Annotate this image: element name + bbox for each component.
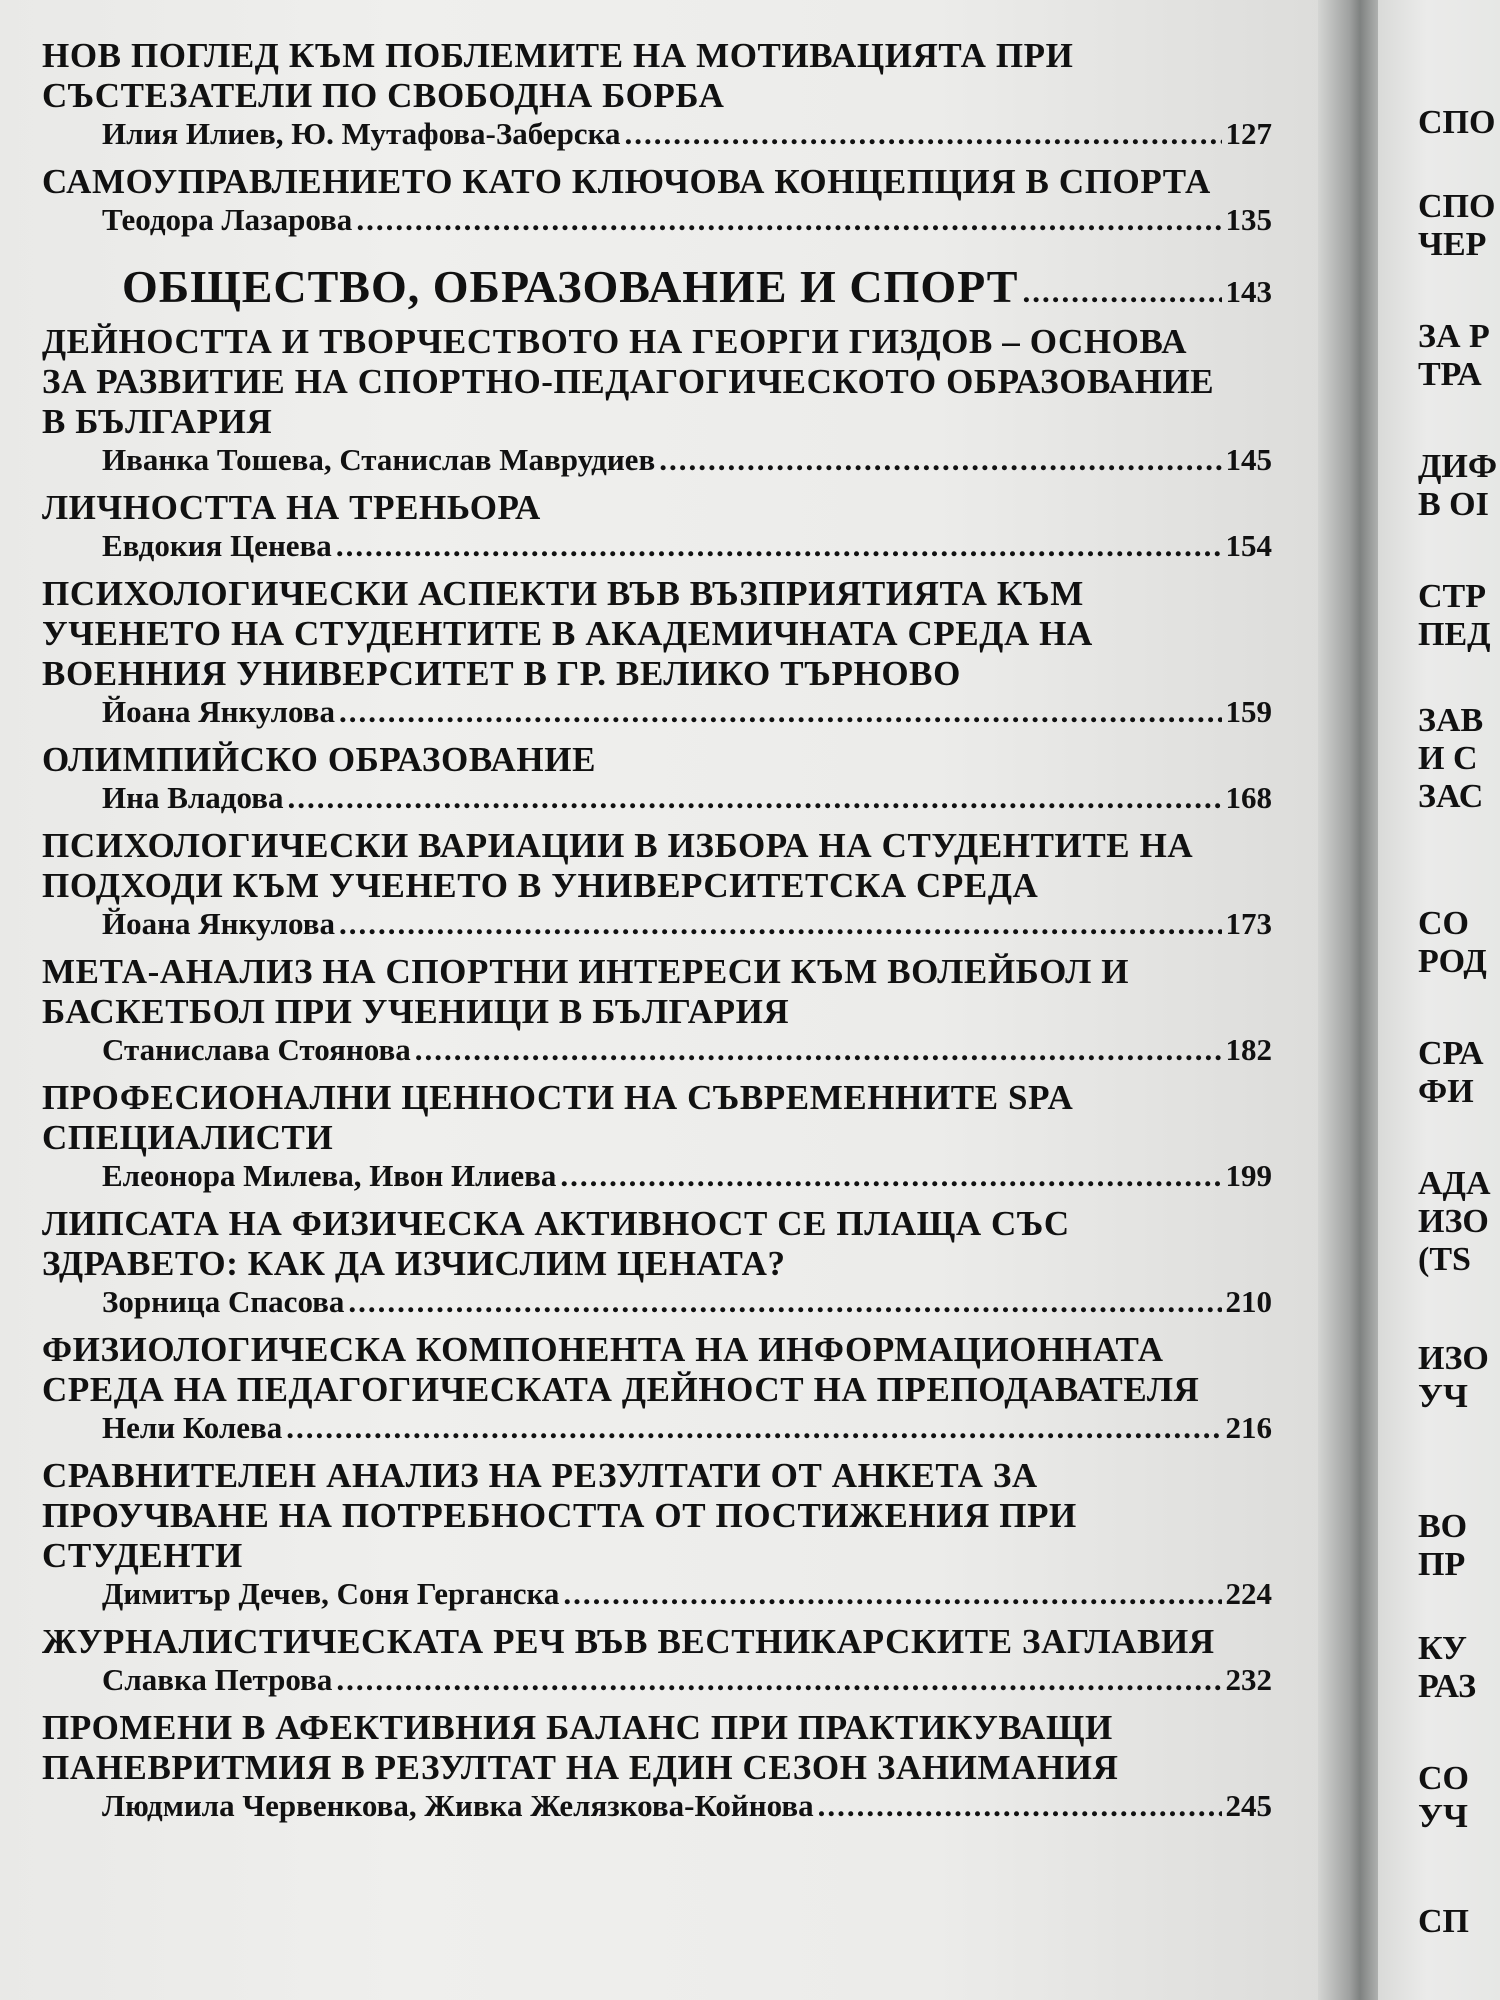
entry-author-line xyxy=(42,202,1272,238)
entry-authors: Йоана Янкулова xyxy=(102,694,335,729)
entry-author-line xyxy=(42,1662,1272,1698)
entry-author-line xyxy=(42,116,1272,152)
toc-entry xyxy=(42,488,1272,564)
right-page-fragment: СП xyxy=(1418,1903,1469,1940)
right-page-fragment: СРА ФИ xyxy=(1418,1035,1484,1110)
entry-authors: Ина Владова xyxy=(102,780,284,815)
entry-page: 168 xyxy=(1225,780,1272,815)
entry-authors: Станислава Стоянова xyxy=(102,1032,411,1067)
entry-page: 232 xyxy=(1225,1662,1272,1697)
entry-authors: Елеонора Милева, Ивон Илиева xyxy=(102,1158,557,1193)
entry-page: 154 xyxy=(1225,528,1272,563)
right-page xyxy=(1378,0,1500,2000)
entry-author-line xyxy=(42,1158,1272,1194)
section-title: ОБЩЕСТВО, ОБРАЗОВАНИЕ И СПОРТ xyxy=(122,261,1019,312)
entry-authors: Славка Петрова xyxy=(102,1662,333,1697)
dot-leader xyxy=(1022,274,1221,310)
entry-authors: Теодора Лазарова xyxy=(102,202,353,237)
toc-entry xyxy=(42,952,1272,1068)
dot-leader xyxy=(336,528,1222,564)
toc-entry xyxy=(42,1456,1272,1612)
entry-authors: Димитър Дечев, Соня Герганска xyxy=(102,1576,560,1611)
entry-title: ЖУРНАЛИСТИЧЕСКАТА РЕЧ ВЪВ ВЕСТНИКАРСКИТЕ ЗАГЛАВИЯ xyxy=(42,1622,1215,1661)
dot-leader xyxy=(659,442,1221,478)
dot-leader xyxy=(339,906,1222,942)
entry-page: 159 xyxy=(1225,694,1272,729)
entry-page: 210 xyxy=(1225,1284,1272,1319)
section-heading xyxy=(42,260,1272,314)
right-page-fragment: СПО ЧЕР xyxy=(1418,188,1496,263)
toc-entry xyxy=(42,162,1272,238)
table-of-contents xyxy=(42,36,1272,1834)
dot-leader xyxy=(336,1662,1221,1698)
toc-entry xyxy=(42,36,1272,152)
entry-title: ПСИХОЛОГИЧЕСКИ АСПЕКТИ ВЪВ ВЪЗПРИЯТИЯТА КЪМ УЧЕНЕТО НА СТУДЕНТИТЕ В АКАДЕМИЧНАТА СРЕДА НА ВОЕННИЯ УНИВЕРСИТЕТ В ГР. ВЕЛИКО ТЪРНОВО xyxy=(42,574,1093,693)
dot-leader xyxy=(818,1788,1222,1824)
right-page-fragment: ЗА Р ТРА xyxy=(1418,318,1490,393)
entry-page: 182 xyxy=(1225,1032,1272,1067)
toc-entry xyxy=(42,1622,1272,1698)
entry-page: 135 xyxy=(1225,202,1272,237)
toc-entry xyxy=(42,1330,1272,1446)
entry-authors: Иванка Тошева, Станислав Маврудиев xyxy=(102,442,656,477)
entry-author-line xyxy=(42,442,1272,478)
dot-leader xyxy=(560,1158,1221,1194)
entry-page: 173 xyxy=(1225,906,1272,941)
entry-title: САМОУПРАВЛЕНИЕТО КАТО КЛЮЧОВА КОНЦЕПЦИЯ В СПОРТА xyxy=(42,162,1211,201)
entry-page: 224 xyxy=(1225,1576,1272,1611)
toc-entry xyxy=(42,322,1272,478)
right-page-fragment: ИЗО УЧ xyxy=(1418,1340,1489,1415)
toc-entry xyxy=(42,826,1272,942)
entry-author-line xyxy=(42,1284,1272,1320)
right-page-fragment: ЗАВ И С ЗАС xyxy=(1418,702,1484,815)
entry-page: 145 xyxy=(1225,442,1272,477)
entry-author-line xyxy=(42,1032,1272,1068)
entry-title: ДЕЙНОСТТА И ТВОРЧЕСТВОТО НА ГЕОРГИ ГИЗДОВ – ОСНОВА ЗА РАЗВИТИЕ НА СПОРТНО-ПЕДАГОГИЧЕСКОТО ОБРАЗОВАНИЕ В БЪЛГАРИЯ xyxy=(42,322,1215,441)
entry-title: ЛИПСАТА НА ФИЗИЧЕСКА АКТИВНОСТ СЕ ПЛАЩА СЪС ЗДРАВЕТО: КАК ДА ИЗЧИСЛИМ ЦЕНАТА? xyxy=(42,1204,1070,1283)
dot-leader xyxy=(339,694,1222,730)
toc-entry xyxy=(42,1204,1272,1320)
entry-author-line xyxy=(42,1788,1272,1824)
dot-leader xyxy=(348,1284,1221,1320)
entry-authors: Евдокия Ценева xyxy=(102,528,332,563)
entry-title: СРАВНИТЕЛЕН АНАЛИЗ НА РЕЗУЛТАТИ ОТ АНКЕТА ЗА ПРОУЧВАНЕ НА ПОТРЕБНОСТТА ОТ ПОСТИЖЕНИЯ ПРИ СТУДЕНТИ xyxy=(42,1456,1077,1575)
entry-title: МЕТА-АНАЛИЗ НА СПОРТНИ ИНТЕРЕСИ КЪМ ВОЛЕЙБОЛ И БАСКЕТБОЛ ПРИ УЧЕНИЦИ В БЪЛГАРИЯ xyxy=(42,952,1130,1031)
dot-leader xyxy=(563,1576,1221,1612)
right-page-fragment: СО РОД xyxy=(1418,905,1487,980)
right-page-fragment: СПО xyxy=(1418,104,1496,141)
entry-author-line xyxy=(42,1576,1272,1612)
dot-leader xyxy=(356,202,1221,238)
toc-entry xyxy=(42,1078,1272,1194)
dot-leader xyxy=(286,1410,1221,1446)
entry-author-line xyxy=(42,906,1272,942)
toc-entry xyxy=(42,1708,1272,1824)
entry-authors: Йоана Янкулова xyxy=(102,906,335,941)
entry-title: ПСИХОЛОГИЧЕСКИ ВАРИАЦИИ В ИЗБОРА НА СТУДЕНТИТЕ НА ПОДХОДИ КЪМ УЧЕНЕТО В УНИВЕРСИТЕТСКА СРЕДА xyxy=(42,826,1194,905)
entry-authors: Людмила Червенкова, Живка Желязкова-Койнова xyxy=(102,1788,814,1823)
entry-author-line xyxy=(42,528,1272,564)
entry-page: 245 xyxy=(1225,1788,1272,1823)
right-page-fragment: ДИФ В ОІ xyxy=(1418,448,1498,523)
entry-authors: Илия Илиев, Ю. Мутафова-Заберска xyxy=(102,116,621,151)
entry-page: 216 xyxy=(1225,1410,1272,1445)
section-page: 143 xyxy=(1225,274,1272,309)
entry-title: НОВ ПОГЛЕД КЪМ ПОБЛЕМИТЕ НА МОТИВАЦИЯТА ПРИ СЪСТЕЗАТЕЛИ ПО СВОБОДНА БОРБА xyxy=(42,36,1074,115)
entry-title: ПРОФЕСИОНАЛНИ ЦЕННОСТИ НА СЪВРЕМЕННИТЕ SPA СПЕЦИАЛИСТИ xyxy=(42,1078,1074,1157)
entry-title: ЛИЧНОСТТА НА ТРЕНЬОРА xyxy=(42,488,541,527)
entry-title: ОЛИМПИЙСКО ОБРАЗОВАНИЕ xyxy=(42,740,597,779)
entry-authors: Нели Колева xyxy=(102,1410,283,1445)
toc-entry xyxy=(42,574,1272,730)
right-page-fragment: ВО ПР xyxy=(1418,1508,1468,1583)
entry-page: 199 xyxy=(1225,1158,1272,1193)
entry-authors: Зорница Спасова xyxy=(102,1284,345,1319)
right-page-fragment: АДА ИЗО (TS xyxy=(1418,1165,1491,1278)
entry-title: ПРОМЕНИ В АФЕКТИВНИЯ БАЛАНС ПРИ ПРАКТИКУВАЩИ ПАНЕВРИТМИЯ В РЕЗУЛТАТ НА ЕДИН СЕЗОН ЗАНИМАНИЯ xyxy=(42,1708,1119,1787)
dot-leader xyxy=(624,116,1221,152)
right-page-fragment: СО УЧ xyxy=(1418,1760,1469,1835)
entry-page: 127 xyxy=(1225,116,1272,151)
right-page-fragment: КУ РАЗ xyxy=(1418,1630,1477,1705)
dot-leader xyxy=(415,1032,1222,1068)
dot-leader xyxy=(287,780,1221,816)
entry-title: ФИЗИОЛОГИЧЕСКА КОМПОНЕНТА НА ИНФОРМАЦИОННАТА СРЕДА НА ПЕДАГОГИЧЕСКАТА ДЕЙНОСТ НА ПРЕПОДАВАТЕЛЯ xyxy=(42,1330,1200,1409)
toc-entry xyxy=(42,740,1272,816)
entry-author-line xyxy=(42,1410,1272,1446)
entry-author-line xyxy=(42,694,1272,730)
entry-author-line xyxy=(42,780,1272,816)
right-page-fragment: СТР ПЕД xyxy=(1418,578,1491,653)
